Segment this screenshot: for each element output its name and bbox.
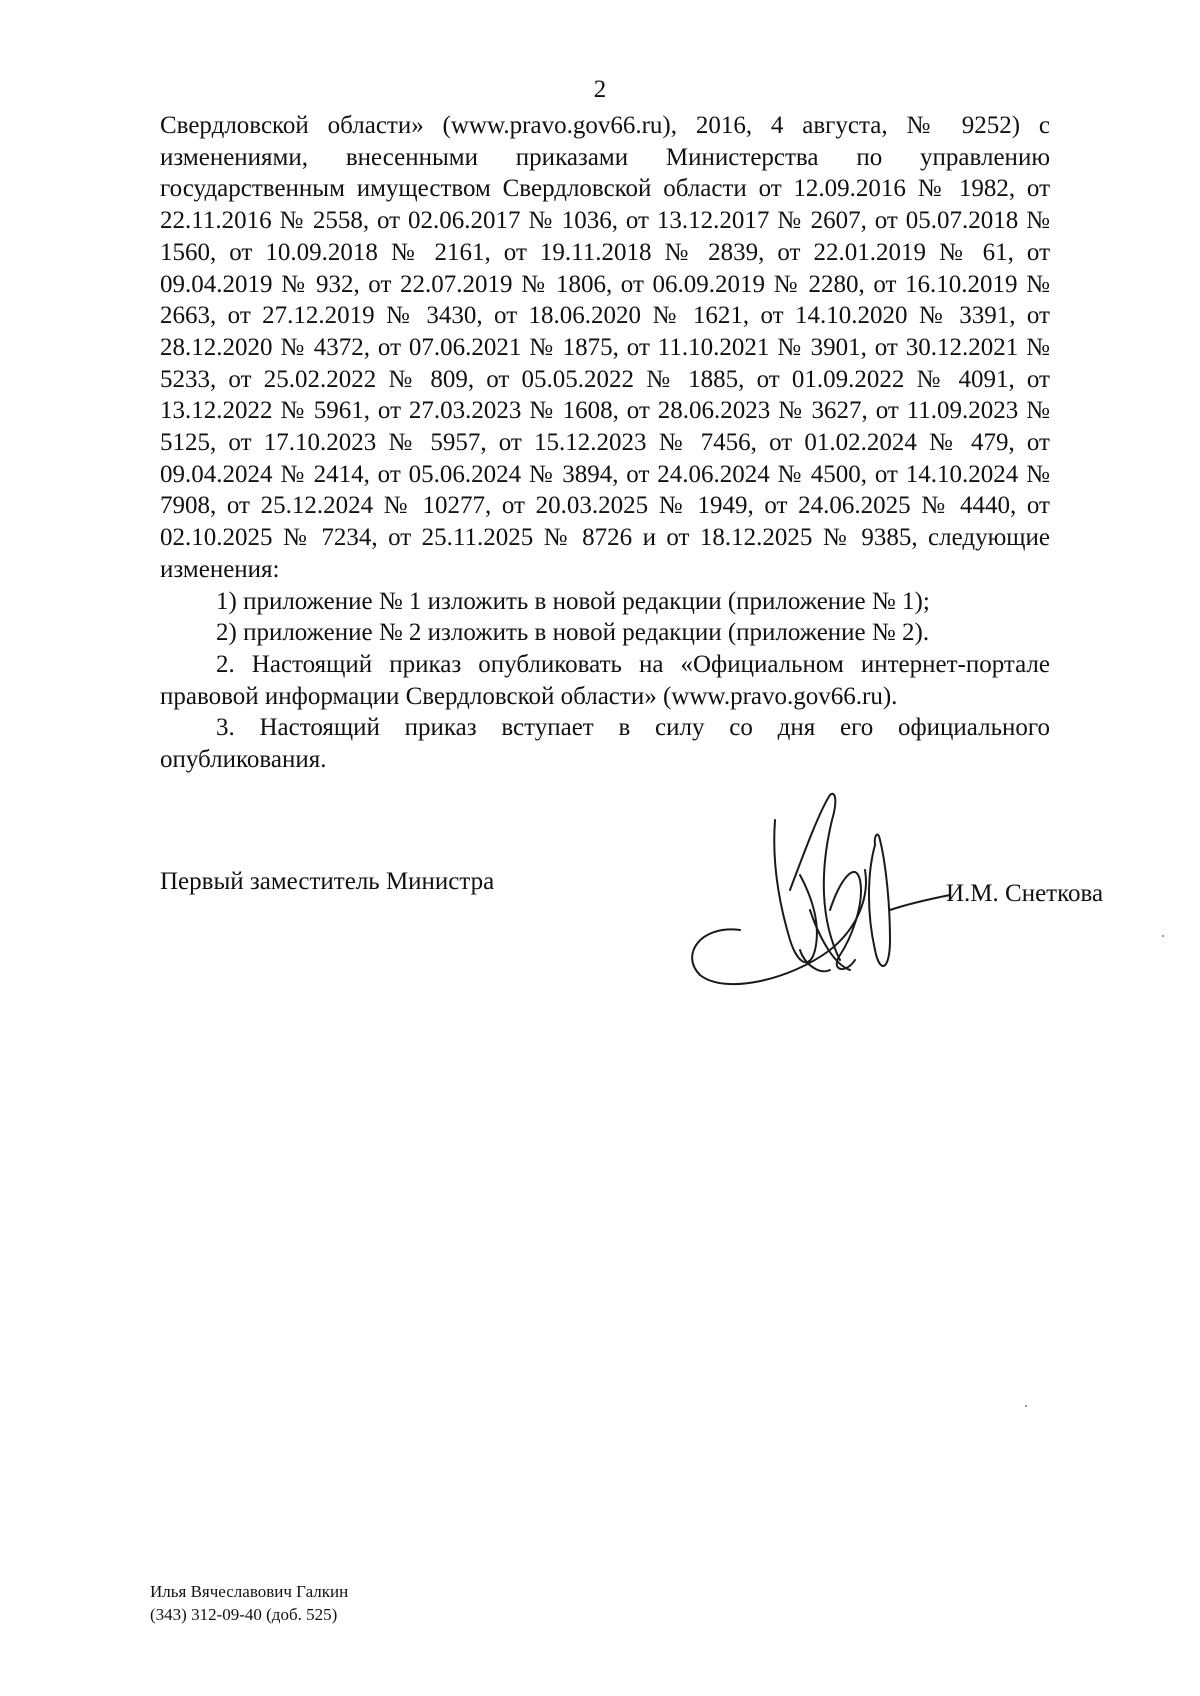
paragraph-publication: 2. Настоящий приказ опубликовать на «Официальном интернет-портале правовой информации Свердловской области» (www.pravo.gov66.ru). bbox=[160, 650, 1050, 710]
executor-name: Илья Вячеславович Галкин bbox=[150, 1582, 349, 1601]
executor-phone: (343) 312-09-40 (доб. 525) bbox=[150, 1605, 338, 1624]
signatory-position: Первый заместитель Министра bbox=[160, 868, 495, 895]
scan-speck bbox=[1162, 935, 1164, 937]
paragraph-item-1: 1) приложение № 1 изложить в новой редакции (приложение № 1); bbox=[216, 587, 930, 615]
paragraph-effective-date: 3. Настоящий приказ вступает в силу со дня его официального опубликования. bbox=[160, 714, 1050, 774]
page-number: 2 bbox=[593, 76, 607, 103]
document-body bbox=[160, 110, 1050, 776]
signatory-name: И.М. Снеткова bbox=[946, 880, 1104, 907]
handwritten-signature bbox=[680, 790, 960, 990]
paragraph-item-2: 2) приложение № 2 изложить в новой редакции (приложение № 2). bbox=[216, 619, 930, 647]
executor-info bbox=[150, 1580, 348, 1626]
scan-speck bbox=[1025, 1405, 1027, 1407]
paragraph-amendments-list: Свердловской области» (www.pravo.gov66.ru), 2016, 4 августа, № 9252) с изменениями, внесенными приказами Министерства по управлению государственным имуществом Свердловской области от 12.09.2016 № 1982, от 22.11.2016 № 2558, от 02.06.2017 № 1036, от 13.12.2017 № 2607, от 05.07.2018 № 1560, от 10.09.2018 № 2161, от 19.11.2018 № 2839, от 22.01.2019 № 61, от 09.04.2019 № 932, от 22.07.2019 № 1806, от 06.09.2019 № 2280, от 16.10.2019 № 2663, от 27.12.2019 № 3430, от 18.06.2020 № 1621, от 14.10.2020 № 3391, от 28.12.2020 № 4372, от 07.06.2021 № 1875, от 11.10.2021 № 3901, от 30.12.2021 № 5233, от 25.02.2022 № 809, от 05.05.2022 № 1885, от 01.09.2022 № 4091, от 13.12.2022 № 5961, от 27.03.2023 № 1608, от 28.06.2023 № 3627, от 11.09.2023 № 5125, от 17.10.2023 № 5957, от 15.12.2023 № 7456, от 01.02.2024 № 479, от 09.04.2024 № 2414, от 05.06.2024 № 3894, от 24.06.2024 № 4500, от 14.10.2024 № 7908, от 25.12.2024 № 10277, от 20.03.2025 № 1949, от 24.06.2025 № 4440, от 02.10.2025 № 7234, от 25.11.2025 № 8726 и от 18.12.2025 № 9385, следующие изменения: bbox=[160, 112, 1050, 583]
